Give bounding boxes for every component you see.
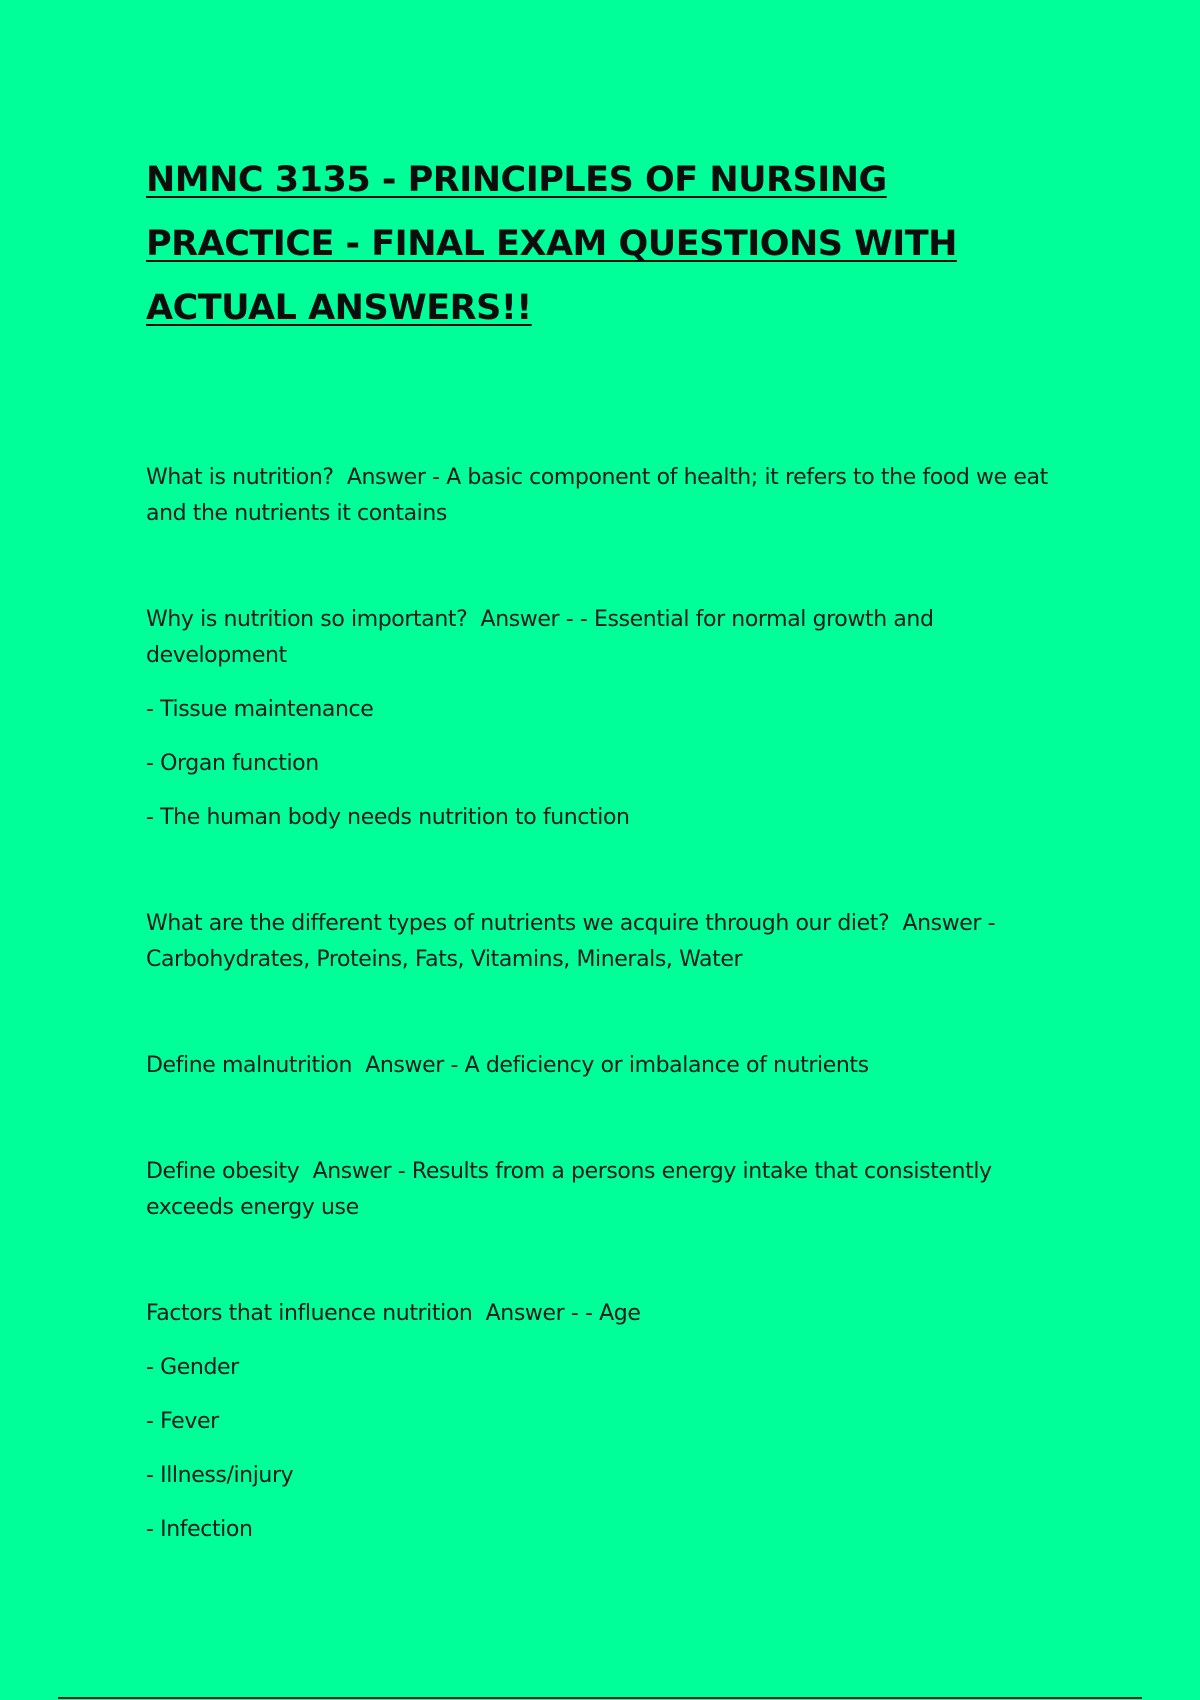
qa-bullet: - Infection — [146, 1517, 253, 1542]
qa-item-5 — [146, 1154, 1066, 1226]
qa-bullet: - Gender — [146, 1355, 239, 1380]
qa-text: Why is nutrition so important? Answer - - Essential for normal growth and development — [146, 607, 941, 668]
qa-item-1 — [146, 460, 1066, 532]
qa-bullet: - Organ function — [146, 751, 319, 776]
qa-item-2 — [146, 602, 1066, 836]
title-line-3: ACTUAL ANSWERS!! — [146, 288, 532, 328]
title-line-2: PRACTICE - FINAL EXAM QUESTIONS WITH — [146, 224, 957, 264]
qa-bullet: - Tissue maintenance — [146, 697, 374, 722]
page-bottom-rule — [58, 1697, 1142, 1699]
question-list — [146, 460, 1066, 1548]
qa-bullet: - The human body needs nutrition to function — [146, 805, 630, 830]
title-line-1: NMNC 3135 - PRINCIPLES OF NURSING — [146, 160, 887, 200]
qa-text: What are the different types of nutrients we acquire through our diet? Answer - Carbohydrates, Proteins, Fats, Vitamins, Minerals, Water — [146, 911, 1002, 972]
qa-text: What is nutrition? Answer - A basic component of health; it refers to the food we eat and the nutrients it contains — [146, 465, 1055, 526]
qa-item-3 — [146, 906, 1066, 978]
qa-text: Factors that influence nutrition Answer - - Age — [146, 1301, 641, 1326]
document-title — [146, 148, 1046, 340]
qa-bullet: - Fever — [146, 1409, 219, 1434]
qa-text: Define malnutrition Answer - A deficiency or imbalance of nutrients — [146, 1053, 869, 1078]
qa-item-6 — [146, 1296, 1066, 1548]
qa-item-4 — [146, 1048, 1066, 1084]
qa-text: Define obesity Answer - Results from a persons energy intake that consistently exceeds energy use — [146, 1159, 999, 1220]
qa-bullet: - Illness/injury — [146, 1463, 294, 1488]
